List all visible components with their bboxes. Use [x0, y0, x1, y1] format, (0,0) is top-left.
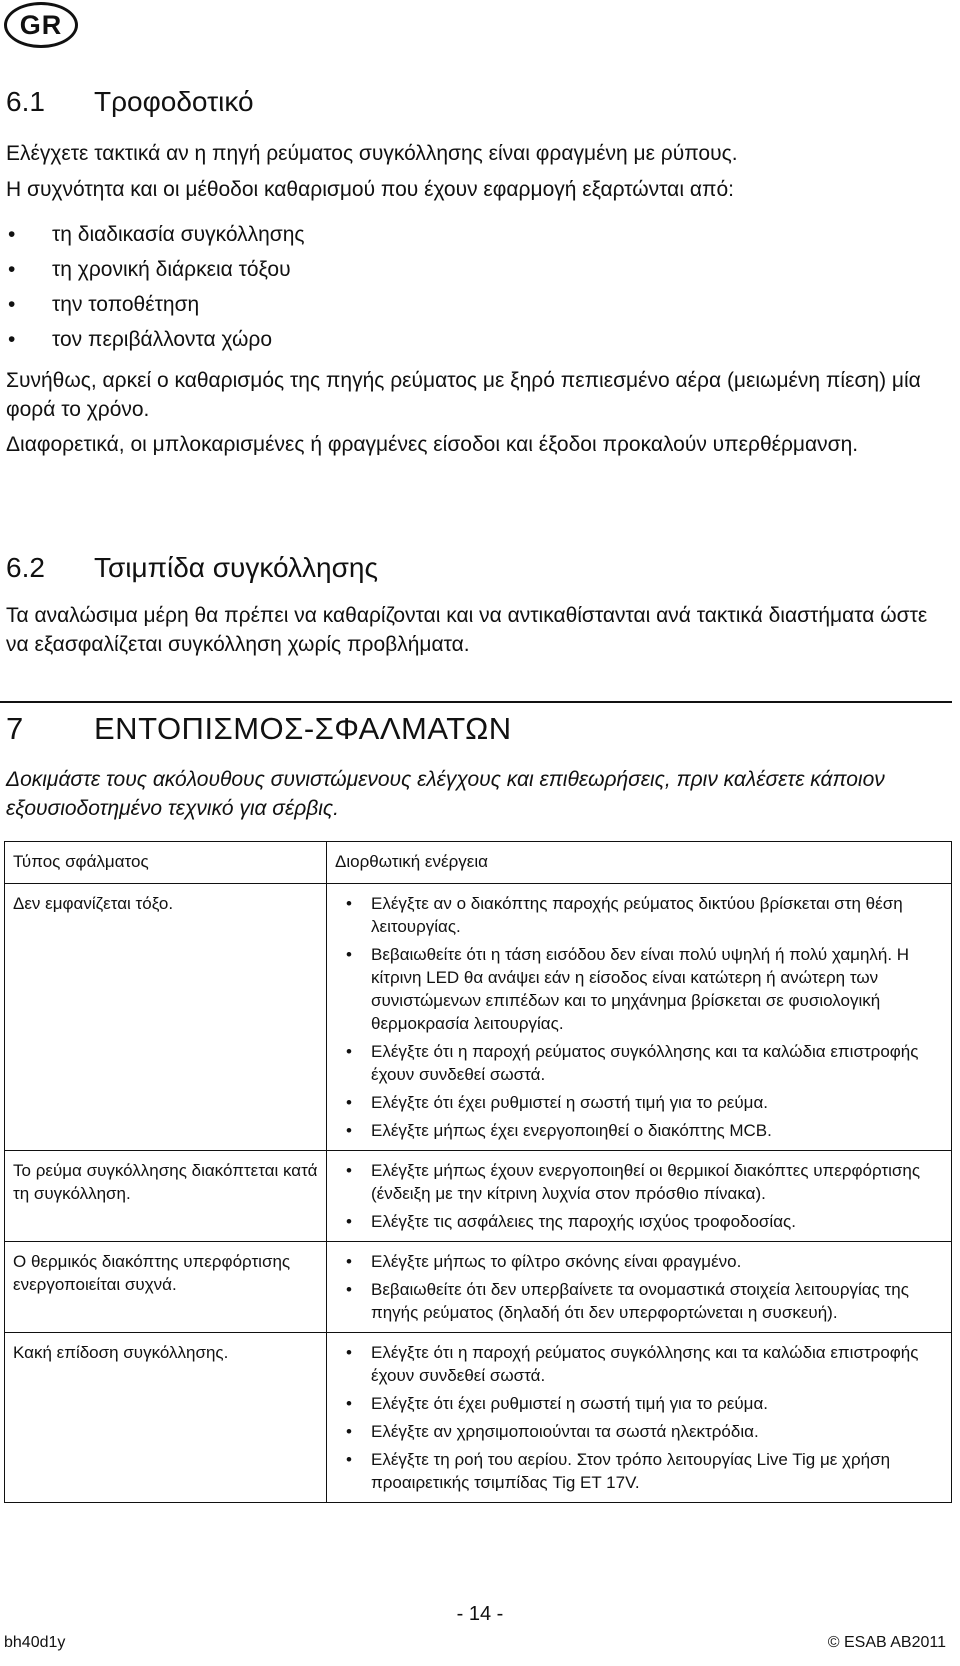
- bullet-text: τη χρονική διάρκεια τόξου: [52, 258, 291, 281]
- table-row: [5, 1151, 952, 1242]
- column-header-action: Διορθωτική ενέργεια: [327, 842, 952, 884]
- action-item: [327, 1250, 951, 1273]
- action-item: [327, 1040, 951, 1086]
- bullet-text: την τοποθέτηση: [52, 293, 200, 316]
- bullet-glyph: •: [8, 223, 16, 246]
- bullet-text: τη διαδικασία συγκόλλησης: [52, 223, 305, 246]
- language-code: GR: [19, 9, 63, 40]
- bullet-glyph: •: [8, 328, 16, 351]
- section-6-2-heading: [6, 552, 378, 584]
- action-text: Ελέγξτε μήπως έχουν ενεργοποιηθεί οι θερμικοί διακόπτες υπερφόρτισης (ένδειξη με την κίτρινη λυχνία στον πρόσθιο πίνακα).: [371, 1161, 921, 1203]
- bullet-glyph: •: [346, 1121, 352, 1140]
- column-header-fault: Τύπος σφάλματος: [5, 842, 327, 884]
- document-code: bh40d1y: [4, 1634, 66, 1651]
- bullet-glyph: •: [346, 1212, 352, 1231]
- section-6-1-paragraph-3: Συνήθως, αρκεί ο καθαρισμός της πηγής ρεύματος με ξηρό πεπιεσμένο αέρα (μειωμένη πίεση) μία φορά το χρόνο.: [6, 369, 921, 421]
- table-row: [5, 1242, 952, 1333]
- bullet-glyph: •: [346, 1093, 352, 1112]
- action-item: [327, 943, 951, 1035]
- action-item: [327, 1091, 951, 1114]
- section-6-1-title: Τροφοδοτικό: [94, 86, 254, 117]
- actions-cell: [327, 1151, 952, 1242]
- action-text: Ελέγξτε αν χρησιμοποιούνται τα σωστά ηλεκτρόδια.: [371, 1422, 759, 1441]
- bullet-glyph: •: [8, 293, 16, 316]
- section-6-1-number: 6.1: [6, 86, 45, 117]
- bullet-glyph: •: [346, 1280, 352, 1299]
- bullet-glyph: •: [346, 1252, 352, 1271]
- bullet-glyph: •: [346, 1450, 352, 1469]
- action-text: Ελέγξτε μήπως το φίλτρο σκόνης είναι φραγμένο.: [371, 1252, 742, 1271]
- copyright: © ESAB AB2011: [827, 1634, 946, 1651]
- section-6-2-title: Τσιμπίδα συγκόλλησης: [94, 552, 378, 583]
- action-text: Ελέγξτε ότι έχει ρυθμιστεί η σωστή τιμή για το ρεύμα.: [371, 1394, 769, 1413]
- action-item: [327, 1392, 951, 1415]
- section-6-1-paragraph-4: Διαφορετικά, οι μπλοκαρισμένες ή φραγμένες είσοδοι και έξοδοι προκαλούν υπερθέρμανση.: [6, 433, 859, 456]
- action-text: Ελέγξτε αν ο διακόπτης παροχής ρεύματος δικτύου βρίσκεται στη θέση λειτουργίας.: [371, 894, 903, 936]
- bullet-glyph: •: [346, 1161, 352, 1180]
- action-text: Ελέγξτε τη ροή του αερίου. Στον τρόπο λειτουργίας Live Tig με χρήση προαιρετικής τσιμπίδας Tig ET 17V.: [371, 1450, 891, 1492]
- language-badge: [4, 2, 78, 48]
- page-number: - 14 -: [456, 1603, 504, 1625]
- action-item: [327, 1278, 951, 1324]
- section-6-1-heading: [6, 86, 254, 118]
- bullet-glyph: •: [8, 258, 16, 281]
- section-7-title: ΕΝΤΟΠΙΣΜΟΣ-ΣΦΑΛΜΑΤΩΝ: [94, 711, 512, 746]
- section-7-intro: Δοκιμάστε τους ακόλουθους συνιστώμενους ελέγχους και επιθεωρήσεις, πριν καλέσετε κάποιον εξουσιοδοτημένο τεχνικό για σέρβις.: [6, 768, 885, 820]
- actions-cell: [327, 1242, 952, 1333]
- section-6-2-number: 6.2: [6, 552, 45, 583]
- action-text: Ελέγξτε ότι η παροχή ρεύματος συγκόλλησης και τα καλώδια επιστροφής έχουν συνδεθεί σωστά.: [371, 1042, 919, 1084]
- section-6-1-paragraph-2: Η συχνότητα και οι μέθοδοι καθαρισμού που έχουν εφαρμογή εξαρτώνται από:: [6, 178, 734, 201]
- actions-cell: [327, 884, 952, 1151]
- action-item: [327, 1420, 951, 1443]
- bullet-glyph: •: [346, 1042, 352, 1061]
- fault-cell: Ο θερμικός διακόπτης υπερφόρτισης ενεργοποιείται συχνά.: [5, 1242, 327, 1333]
- section-6-2-paragraph: Τα αναλώσιμα μέρη θα πρέπει να καθαρίζονται και να αντικαθίστανται ανά τακτικά διαστήματα ώστε να εξασφαλίζεται συγκόλληση χωρίς προβλήματα.: [6, 604, 928, 656]
- actions-cell: [327, 1333, 952, 1503]
- table-row: [5, 884, 952, 1151]
- action-item: [327, 1448, 951, 1494]
- troubleshooting-table: [4, 841, 952, 1503]
- action-text: Ελέγξτε ότι η παροχή ρεύματος συγκόλλησης και τα καλώδια επιστροφής έχουν συνδεθεί σωστά.: [371, 1343, 919, 1385]
- table-header-row: [5, 842, 952, 884]
- bullet-item: [6, 220, 305, 249]
- fault-cell: Δεν εμφανίζεται τόξο.: [5, 884, 327, 1151]
- table-row: [5, 1333, 952, 1503]
- fault-cell: Το ρεύμα συγκόλλησης διακόπτεται κατά τη συγκόλληση.: [5, 1151, 327, 1242]
- action-text: Ελέγξτε τις ασφάλειες της παροχής ισχύος τροφοδοσίας.: [371, 1212, 796, 1231]
- section-7-number: 7: [6, 711, 24, 746]
- bullet-glyph: •: [346, 1343, 352, 1362]
- fault-cell: Κακή επίδοση συγκόλλησης.: [5, 1333, 327, 1503]
- action-item: [327, 1210, 951, 1233]
- action-text: Βεβαιωθείτε ότι δεν υπερβαίνετε τα ονομαστικά στοιχεία λειτουργίας της πηγής ρεύματος (δηλαδή ότι δεν υπερφορτώνεται η συσκευή).: [371, 1280, 909, 1322]
- action-item: [327, 1119, 951, 1142]
- action-item: [327, 1159, 951, 1205]
- bullet-glyph: •: [346, 1422, 352, 1441]
- bullet-glyph: •: [346, 1394, 352, 1413]
- action-text: Ελέγξτε μήπως έχει ενεργοποιηθεί ο διακόπτης MCB.: [371, 1121, 772, 1140]
- section-7-heading: [6, 711, 512, 747]
- action-item: [327, 892, 951, 938]
- action-text: Ελέγξτε ότι έχει ρυθμιστεί η σωστή τιμή για το ρεύμα.: [371, 1093, 769, 1112]
- section-7-rule: [0, 701, 952, 703]
- bullet-item: [6, 255, 291, 284]
- bullet-item: [6, 290, 199, 319]
- section-6-1-paragraph-1: Ελέγχετε τακτικά αν η πηγή ρεύματος συγκόλλησης είναι φραγμένη με ρύπους.: [6, 142, 738, 165]
- bullet-text: τον περιβάλλοντα χώρο: [52, 328, 273, 351]
- bullet-item: [6, 325, 272, 354]
- bullet-glyph: •: [346, 945, 352, 964]
- bullet-glyph: •: [346, 894, 352, 913]
- action-item: [327, 1341, 951, 1387]
- action-text: Βεβαιωθείτε ότι η τάση εισόδου δεν είναι πολύ υψηλή ή πολύ χαμηλή. Η κίτρινη LED θα ανάψει εάν η είσοδος είναι κατώτερη ή ανώτερη των συνιστώμενων επιπέδων και το μηχάνημα βρίσκεται σε φυσιολογική θερμοκρασία λειτουργίας.: [371, 945, 910, 1033]
